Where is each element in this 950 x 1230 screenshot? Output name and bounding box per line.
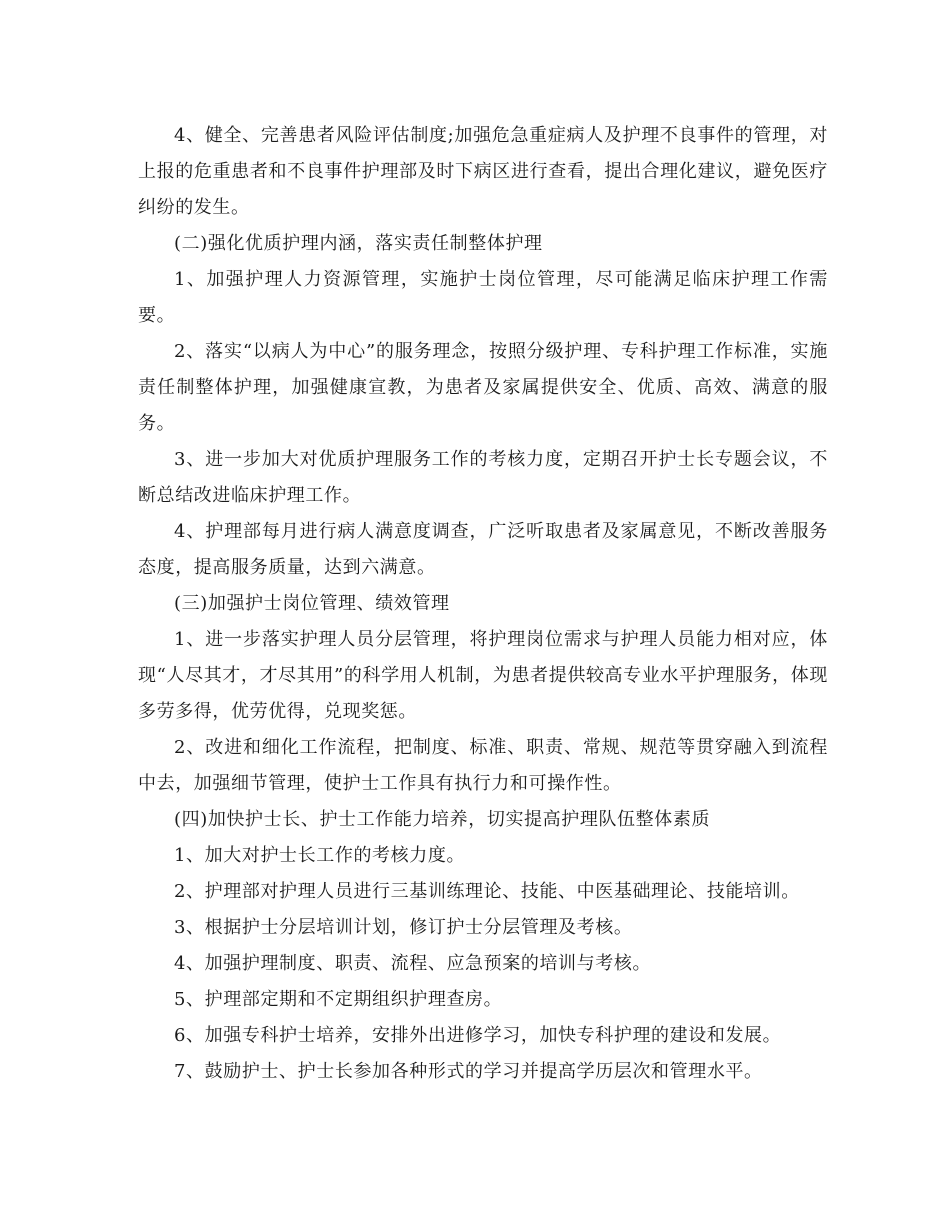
- paragraph-hr-management: 1、加强护理人力资源管理，实施护士岗位管理，尽可能满足临床护理工作需要。: [138, 269, 828, 326]
- list-item: 7、鼓励护士、护士长参加各种形式的学习并提高学历层次和管理水平。: [174, 1061, 763, 1082]
- paragraph-risk-assessment: 4、健全、完善患者风险评估制度;加强危急重症病人及护理不良事件的管理，对上报的危重患者和不良事件护理部及时下病区进行查看，提出合理化建议，避免医疗纠纷的发生。: [138, 125, 828, 218]
- section-heading-3: (三)加强护士岗位管理、绩效管理: [174, 593, 450, 614]
- list-item: 4、加强护理制度、职责、流程、应急预案的培训与考核。: [174, 953, 652, 974]
- section-heading-4: (四)加快护士长、护士工作能力培养，切实提高护理队伍整体素质: [174, 809, 711, 830]
- list-item: 1、加大对护士长工作的考核力度。: [174, 845, 466, 866]
- document-page: [138, 118, 828, 1090]
- section-heading-2: (二)强化优质护理内涵，落实责任制整体护理: [174, 233, 543, 254]
- list-item: 6、加强专科护士培养，安排外出进修学习，加快专科护理的建设和发展。: [174, 1025, 782, 1046]
- paragraph-satisfaction-survey: 4、护理部每月进行病人满意度调查，广泛听取患者及家属意见，不断改善服务态度，提高服务质量，达到六满意。: [138, 521, 828, 578]
- paragraph-patient-centered: 2、落实“以病人为中心”的服务理念，按照分级护理、专科护理工作标准，实施责任制整体护理，加强健康宣教，为患者及家属提供安全、优质、高效、满意的服务。: [138, 341, 828, 434]
- paragraph-assessment: 3、进一步加大对优质护理服务工作的考核力度，定期召开护士长专题会议，不断总结改进临床护理工作。: [138, 449, 828, 506]
- paragraph-layered-management: 1、进一步落实护理人员分层管理，将护理岗位需求与护理人员能力相对应，体现“人尽其才，才尽其用”的科学用人机制，为患者提供较高专业水平护理服务，体现多劳多得，优劳优得，兑现奖惩。: [138, 629, 828, 722]
- list-item: 2、护理部对护理人员进行三基训练理论、技能、中医基础理论、技能培训。: [174, 881, 800, 902]
- paragraph-workflow: 2、改进和细化工作流程，把制度、标准、职责、常规、规范等贯穿融入到流程中去，加强细节管理，使护士工作具有执行力和可操作性。: [138, 737, 828, 794]
- list-item: 3、根据护士分层培训计划，修订护士分层管理及考核。: [174, 917, 633, 938]
- list-item: 5、护理部定期和不定期组织护理查房。: [174, 989, 503, 1010]
